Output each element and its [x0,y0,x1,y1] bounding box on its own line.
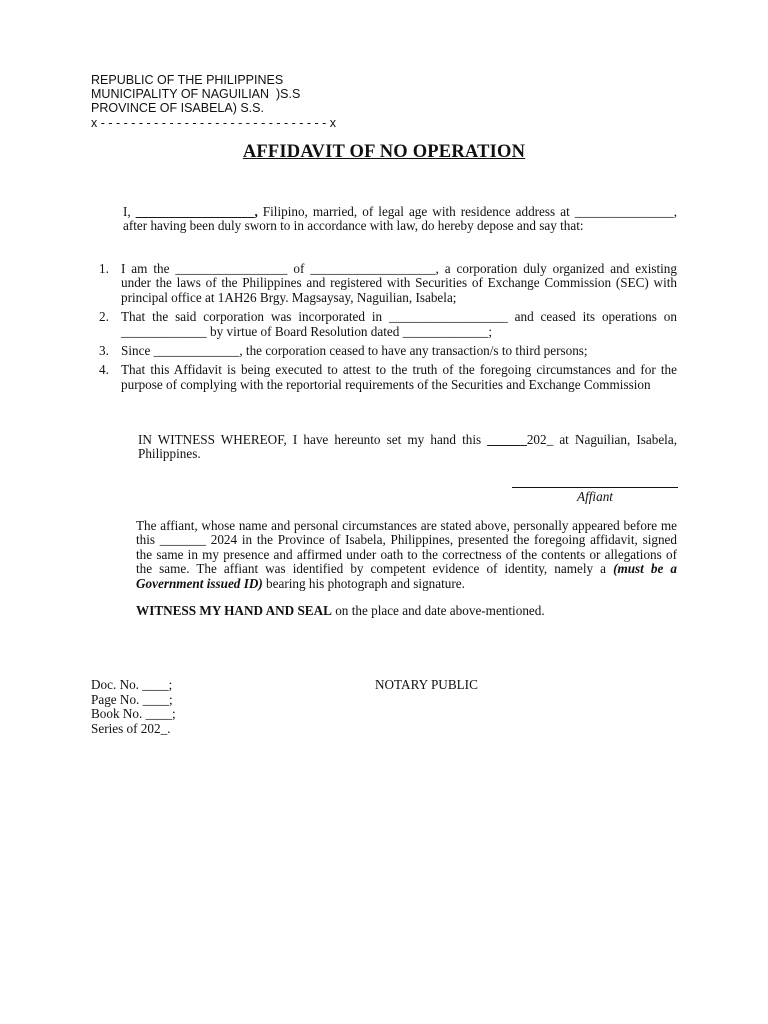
statement-text: That the said corporation was incorporated in __________________ and ceased its operations on _____________ by virtue of Board Resolution dated _____________; [121,309,677,339]
header-divider: x - - - - - - - - - - - - - - - - - - - - - - - - - - - - - - x [91,115,337,130]
statement-item [91,344,677,358]
witness-after: 202_ at Naguilian, Isabela, Philippines. [138,432,677,462]
statement-item [91,363,677,392]
statement-number: 4. [99,362,109,378]
affiant-signature-line [512,487,678,488]
affiant-name-blank: __________________, [135,204,258,219]
intro-text: Filipino, married, of legal age with residence address at _______________, after having been duly sworn to in accordance with law, do hereby depose and say that: [123,204,677,234]
statement-item [91,262,677,305]
jurat-text-2: bearing his photograph and signature. [262,575,465,591]
jurat-paragraph [91,519,677,591]
header-municipality: MUNICIPALITY OF NAGUILIAN )S.S [91,87,301,102]
series-no: Series of 202_. [91,720,171,736]
seal-rest: on the place and date above-mentioned. [331,603,545,618]
statement-number: 1. [99,261,109,276]
seal-bold: WITNESS MY HAND AND SEAL [136,603,332,618]
jurat-text-1: The affiant, whose name and personal circumstances are stated above, personally appeared before me this _______ 2024 in the Province of Isabela, Philippines, presented the foregoing affidavit, signed the same in my presence and affirmed under oath to the correctness of the contents or allegations of the same. The affiant was identified by competent evidence of identity, namely a [136,518,677,577]
page-no: Page No. ____; [91,691,173,707]
statement-number: 3. [99,343,109,359]
statement-number: 2. [99,309,109,325]
statement-item [91,310,677,339]
notarial-register [91,678,176,736]
seal-line [136,604,545,618]
document-title: AFFIDAVIT OF NO OPERATION [242,142,526,162]
intro-paragraph [91,205,677,234]
statement-text: Since _____________, the corporation ceased to have any transaction/s to third persons; [121,343,588,359]
witness-date-blank: ______ [487,432,527,447]
statement-text: That this Affidavit is being executed to attest to the truth of the foregoing circumstances and for the purpose of complying with the reportorial requirements of the Securities and Exchange Commission [121,362,677,392]
book-no: Book No. ____; [91,706,176,722]
notary-public-label: NOTARY PUBLIC [375,677,478,692]
jurat-id-note: (must be a Government issued ID) [136,561,677,591]
witness-paragraph [91,433,677,462]
venue-header [91,73,336,130]
statement-text: I am the _________________ of ___________________, a corporation duly organized and existing under the laws of the Philippines and registered with Securities of Exchange Commission (SEC) with principal office at 1AH26 Brgy. Magsaysay, Naguilian, Isabela; [121,261,677,305]
doc-no: Doc. No. ____; [91,677,173,692]
intro-lead: I, [123,204,136,219]
statements-list [91,262,677,397]
header-republic: REPUBLIC OF THE PHILIPPINES [91,73,284,87]
affiant-label: Affiant [577,489,613,504]
witness-before: IN WITNESS WHEREOF, I have hereunto set my hand this [138,432,488,447]
header-province: PROVINCE OF ISABELA) S.S. [91,101,264,116]
